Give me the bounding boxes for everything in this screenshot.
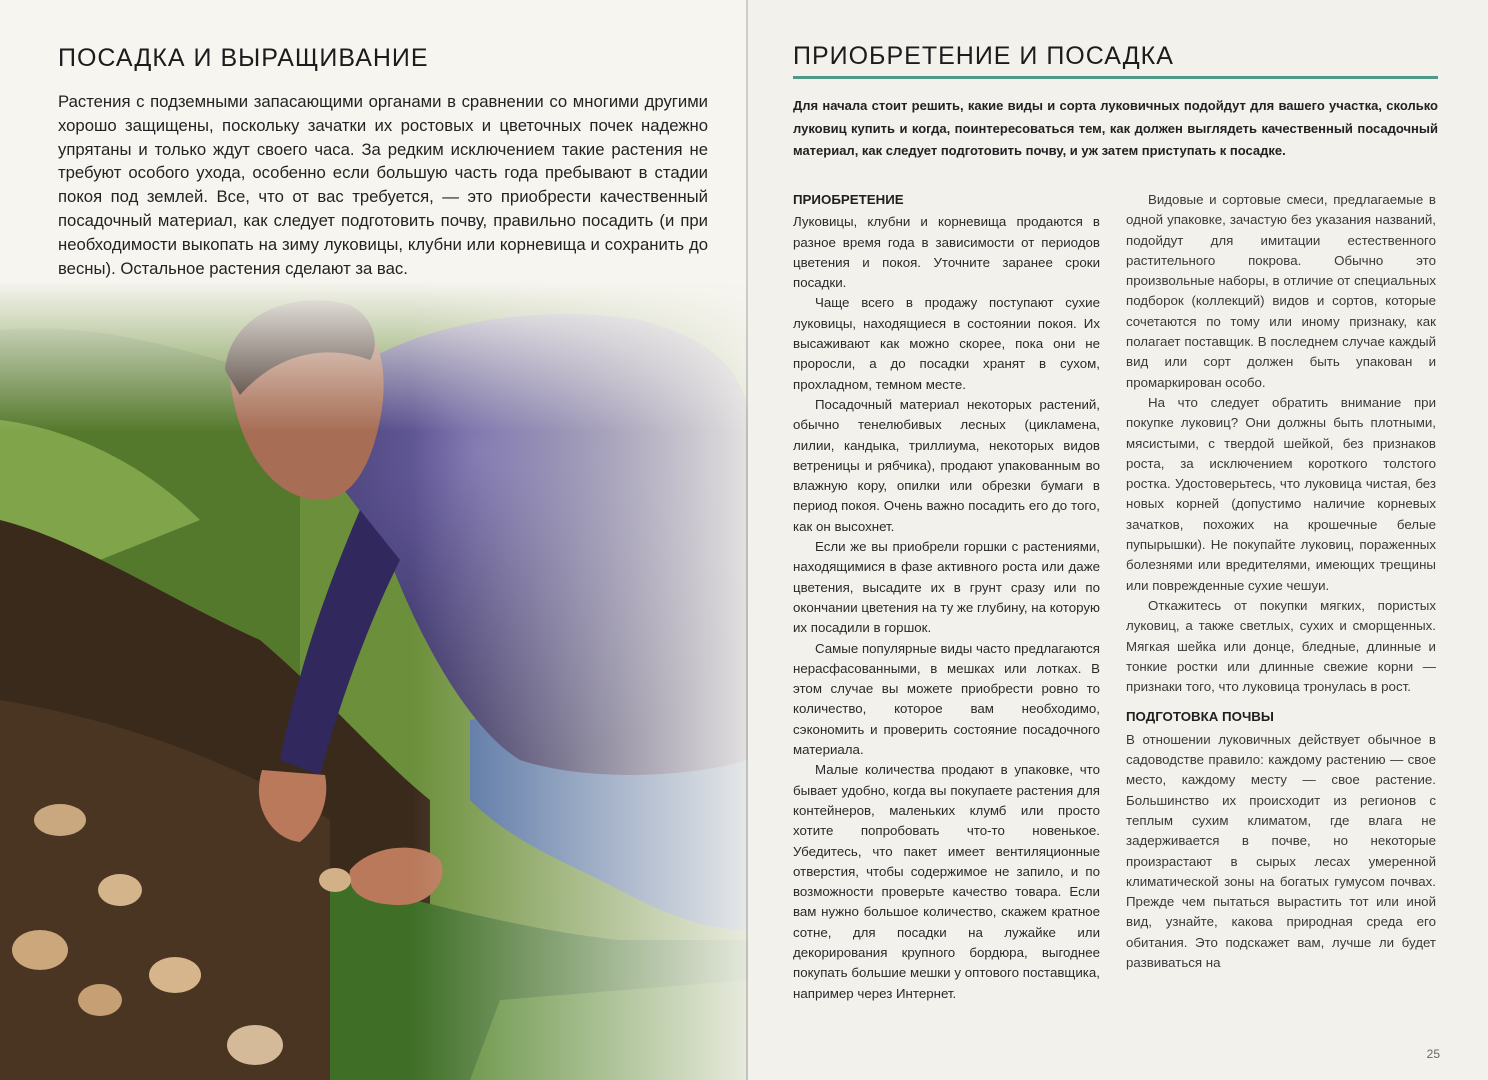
right-page-intro: Для начала стоит решить, какие виды и сорта луковичных подойдут для вашего участка, сколько луковиц купить и когда, поинтересоваться тем, как должен выглядеть качественный посадочный материал, как следует подготовить почву, и уж затем приступать к посадке. — [793, 98, 1438, 158]
paragraph: Откажитесь от покупки мягких, пористых луковиц, а также светлых, сухих и сморщенных. Мягкая шейка или донце, бледные, длинные и тонкие ростки или длинные свежие корни — признаки того, что луковица тронулась в рост. — [1126, 597, 1436, 695]
text-column-2 — [1126, 190, 1436, 973]
paragraph: Луковицы, клубни и корневища продаются в разное время года в зависимости от периодов цветения и покоя. Уточните заранее сроки посадки. — [793, 214, 1100, 291]
paragraph: Малые количества продают в упаковке, что бывает удобно, когда вы покупаете растения для контейнеров, маленьких клумб или просто хотите попробовать что-то новенькое. Убедитесь, что пакет имеет вентиляционные отверстия, чтобы содержимое не запило, и по возможности проверьте качество товара. Если вам нужно большое количество, скажем кратное сотне, для посадки на лужайке или декорирования крупного бордюра, выгоднее покупать большие мешки у оптового поставщика, например через Интернет. — [793, 762, 1100, 1001]
section-heading-soil-preparation: ПОДГОТОВКА ПОЧВЫ — [1126, 709, 1274, 725]
paragraph: Видовые и сортовые смеси, предлагаемые в одной упаковке, зачастую без указания названий, подойдут для имитации естественного растительного покрова. Обычно это произвольные наборы, в отличие от специальных подборок (коллекций) видов и сортов, которые сочетаются по тому или иному признаку, как полагает поставщик. В последнем случае каждый вид или сорт должен быть упакован и промаркирован особо. — [1126, 192, 1436, 390]
paragraph: В отношении луковичных действует обычное в садоводстве правило: каждому растению — свое место, каждому месту — свое растение. Большинство их происходит из регионов с теплым сухим климатом, где влага не задерживается в почве, но некоторые произрастают в сырых лесах умеренной климатической зоны на богатых гумусом почвах. Прежде чем пытаться вырастить тот или иной вид, узнайте, какова природная среда его обитания. Это подскажет вам, лучше ли будет развиваться на — [1126, 731, 1436, 970]
section-heading-purchase: ПРИОБРЕТЕНИЕ — [793, 192, 904, 207]
paragraph: Если же вы приобрели горшки с растениями, находящимися в фазе активного роста или даже цветения, высадите их в грунт сразу или по окончании цветения на ту же глубину, на которую их посадили в горшок. — [793, 539, 1100, 636]
right-page-title: ПРИОБРЕТЕНИЕ И ПОСАДКА — [793, 42, 1174, 70]
left-page-intro: Растения с подземными запасающими органами в сравнении со многими другими хорошо защищены, поскольку зачатки их ростовых и цветочных почек надежно упрятаны и только ждут своего часа. За редким исключением такие растения не требуют особого ухода, особенно если большую часть года пребывают в стадии покоя под землей. Все, что от вас требуется, — это приобрести качественный посадочный материал, как следует подготовить почву, правильно посадить (и при необходимости выкопать на зиму луковицы, клубни или корневища и сохранить до весны). Остальное растения сделают за вас. — [58, 92, 708, 278]
paragraph: На что следует обратить внимание при покупке луковиц? Они должны быть плотными, мясистыми, с твердой шейкой, без признаков роста, за исключением короткого толстого ростка. Удостоверьтесь, что луковица чистая, без новых корней (допустимо наличие корневых зачатков, похожих на крошечные белые пупырышки). Не покупайте луковиц, пораженных болезнями или вредителями, имеющих трещины или поврежденные сухие чешуи. — [1126, 394, 1436, 593]
title-underline — [793, 76, 1438, 79]
paragraph: Самые популярные виды часто предлагаются нерасфасованными, в мешках или лотках. В этом случае вы можете приобрести ровно то количество, которое вам необходимо, сэкономить и проверить состояние посадочного материала. — [793, 640, 1100, 758]
paragraph: Посадочный материал некоторых растений, обычно тенелюбивых лесных (цикламена, лилии, кандыка, триллиума, некоторых видов ветреницы и рябчика), продают упакованным во влажную кору, опилки или обрезки бумаги в период покоя. Очень важно посадить его до того, как он высохнет. — [793, 396, 1100, 534]
left-page-title: ПОСАДКА И ВЫРАЩИВАНИЕ — [58, 44, 429, 72]
right-page — [748, 0, 1488, 1080]
page-number: 25 — [1426, 1047, 1440, 1061]
text-column-1 — [793, 190, 1100, 1004]
paragraph: Чаще всего в продажу поступают сухие луковицы, находящиеся в состоянии покоя. Их высаживают как можно скорее, пока они не проросли, а до посадки хранят в сухом, прохладном, темном месте. — [793, 295, 1100, 392]
